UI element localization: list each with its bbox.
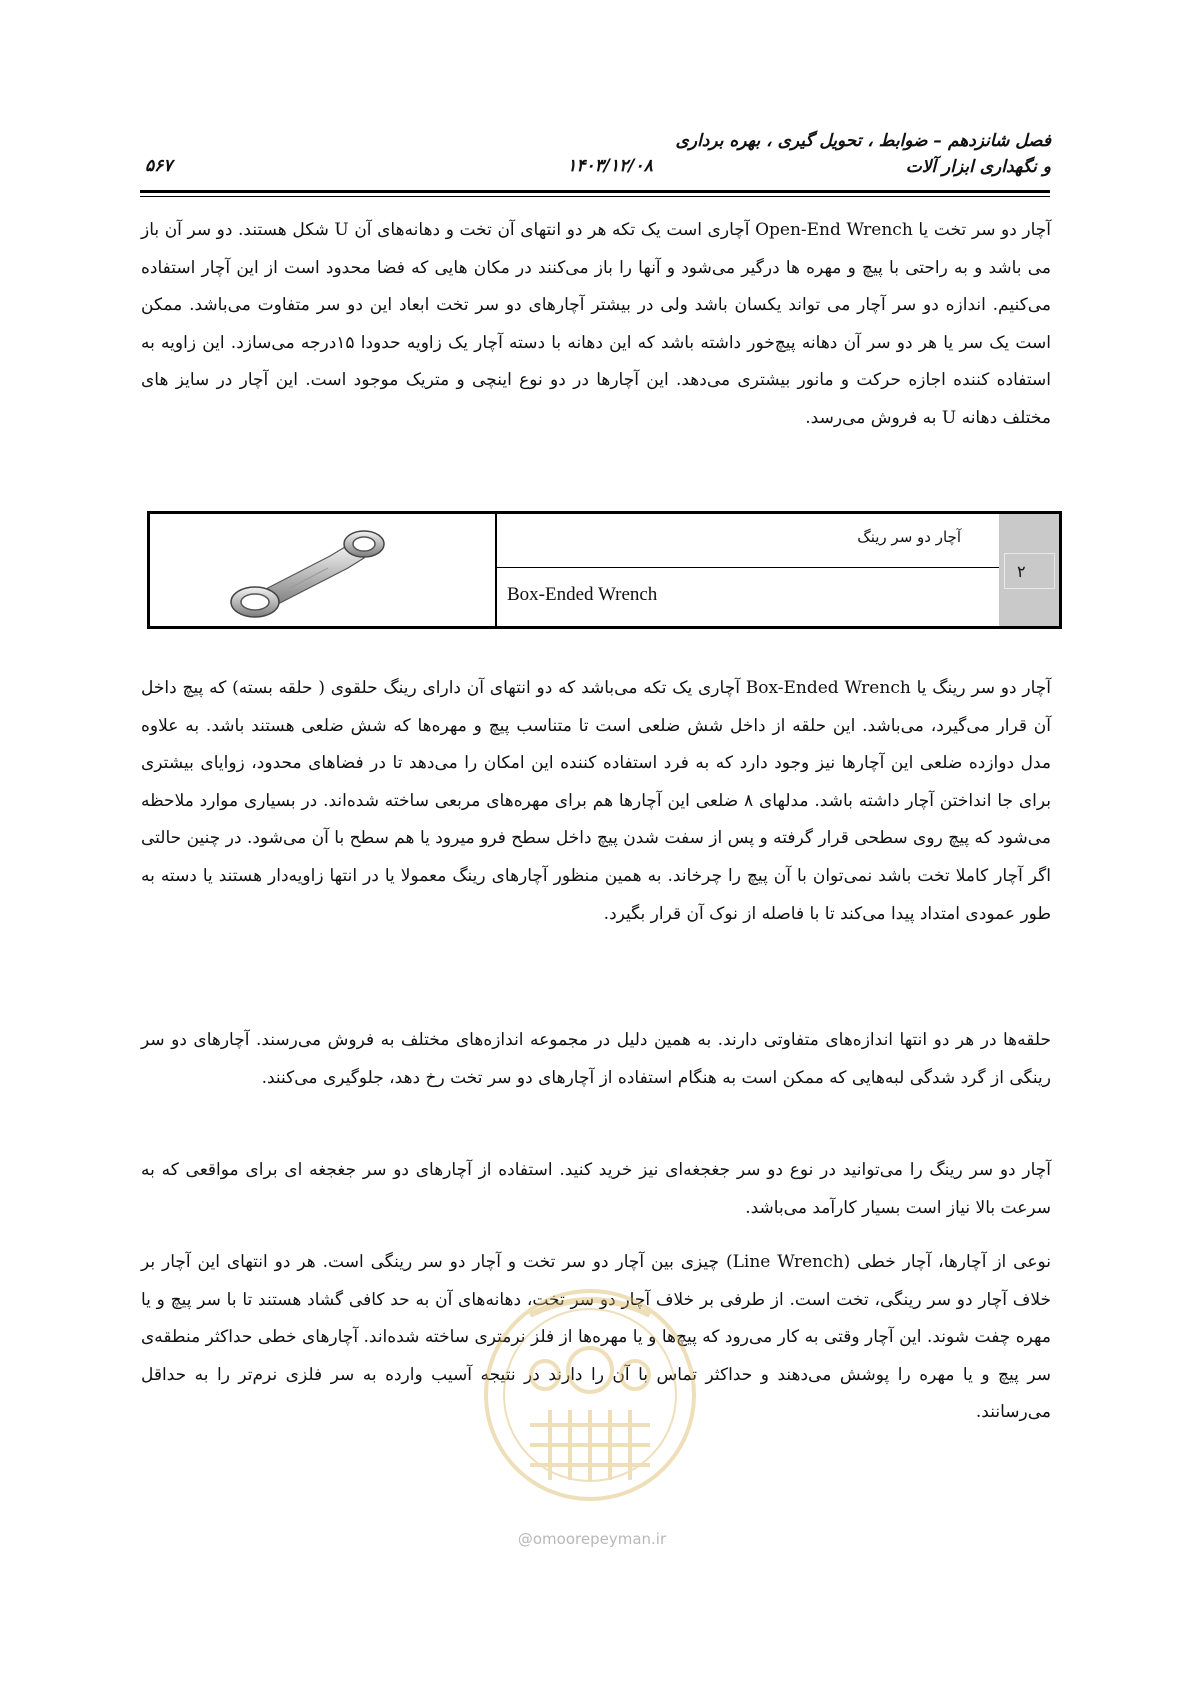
chapter-title-line1: فصل شانزدهم – ضوابط ، تحویل گیری ، بهره برداری bbox=[675, 131, 1051, 151]
tool-name-en: Box-Ended Wrench bbox=[507, 584, 658, 605]
header-rule-thin bbox=[140, 196, 1050, 197]
box-ended-wrench-image bbox=[150, 514, 495, 626]
omoore-peyman-seal-icon bbox=[470, 1275, 710, 1535]
chapter-title-line2: و نگهداری ابزار آلات bbox=[905, 157, 1051, 177]
row-number: ۲ bbox=[1004, 553, 1055, 589]
header-date: ۱۴۰۳/۱۲/۰۸ bbox=[567, 156, 653, 176]
tool-image-cell bbox=[150, 514, 497, 626]
paragraph-ratchet-wrench: آچار دو سر رینگ را می‌توانید در نوع دو سر جغجغه‌ای نیز خرید کنید. استفاده از آچارهای دو سر جغجغه ای برای مواقعی که به سرعت بالا نیاز است بسیار کارآمد می‌باشد. bbox=[141, 1160, 1051, 1218]
header-rule-thick bbox=[140, 190, 1050, 193]
chapter-header bbox=[411, 128, 1051, 180]
row-number-cell bbox=[999, 514, 1059, 626]
tool-table bbox=[147, 511, 1062, 629]
page-number: ۵۶۷ bbox=[145, 156, 173, 176]
watermark-logo bbox=[470, 1275, 710, 1535]
cell-divider bbox=[497, 567, 999, 568]
paragraph-box-ended-wrench: آچار دو سر رینگ یا Box-Ended Wrench آچاری یک تکه می‌باشد که دو انتهای آن دارای رینگ حلقوی ( حلقه بسته) که پیچ داخل آن قرار می‌گیرد، می‌باشد. این حلقه از داخل شش ضلعی است تا متناسب پیچ و مهره‌ها که شش ضلعی هستند باشد. به علاوه مدل دوازده ضلعی این آچارها نیز وجود دارد که به فرد استفاده کننده این امکان را می‌دهد تا در فضاهای محدود، زوایای بیشتری برای جا انداختن آچار داشته باشد. مدلهای ۸ ضلعی این آچارها هم برای مهره‌های مربعی ساخته شده‌اند. در بسیاری موارد ملاحظه می‌شود که پیچ روی سطحی قرار گرفته و پس از سفت شدن پیچ داخل سطح فرو میرود یا هم سطح با آن می‌شود. در چنین حالتی اگر آچار کاملا تخت باشد نمی‌توان با آن پیچ را چرخاند. به همین منظور آچارهای رینگ معمولا یا در انتها زاویه‌دار هستند یا دسته به طور عمودی امتداد پیدا می‌کند تا با فاصله از نوک آن قرار بگیرد. bbox=[141, 678, 1052, 924]
watermark-text: @omoorepeyman.ir bbox=[517, 1530, 667, 1548]
tool-name-fa: آچار دو سر رینگ bbox=[857, 528, 961, 546]
tool-name-cell bbox=[497, 514, 1002, 626]
paragraph-rings-sizes: حلقه‌ها در هر دو انتها اندازه‌های متفاوتی دارند. به همین دلیل در مجموعه اندازه‌های مختلف به فروش می‌رسند. آچارهای دو سر رینگی از گرد شدگی لبه‌هایی که ممکن است به هنگام استفاده از آچارهای دو سر تخت رخ دهد، جلوگیری می‌کنند. bbox=[141, 1030, 1051, 1088]
paragraph-line-wrench: نوعی از آچارها، آچار خطی (Line Wrench) چیزی بین آچار دو سر تخت و آچار دو سر رینگی است. هر دو انتهای این آچار بر خلاف آچار دو سر رینگی، تخت است. از طرفی بر خلاف آچار دو سر تخت، دهانه‌های آن به حد کافی گشاد هستند تا با سر پیچ و یا مهره چفت شوند. این آچار وقتی به کار می‌رود که پیچ‌ها و یا مهره‌ها از فلز نرمتری ساخته شده‌اند. آچارهای خطی حداکثر منطقه‌ی سر پیچ و یا مهره را پوشش می‌دهند و حداکثر تماس با آن را دارند در نتیجه آسیب وارده به سر فلزی نرم‌تر را به حداقل می‌رسانند. bbox=[141, 1252, 1051, 1423]
paragraph-open-end-wrench: آچار دو سر تخت یا Open-End Wrench آچاری است یک تکه هر دو انتهای آن تخت و دهانه‌های آن U شکل هستند. دو سر آن باز می باشد و به راحتی با پیچ و مهره ها درگیر می‌شود و آنها را باز می‌کنند در مکان هایی که فضا محدود است از این آچار استفاده می‌کنیم. اندازه دو سر آچار می تواند یکسان باشد ولی در بیشتر آچارهای دو سر تخت ابعاد این دو سر متفاوت می‌باشد. ممکن است یک سر یا هر دو سر آن دهانه پیچ‌خور داشته باشد که این دهانه با دسته آچار یک زاویه حدودا ۱۵درجه می‌سازد. این زاویه به استفاده کننده اجازه حرکت و مانور بیشتری می‌دهد. این آچارها در دو نوع اینچی و متریک موجود است. این آچار در سایز های مختلف دهانه U به فروش می‌رسد. bbox=[141, 220, 1051, 428]
